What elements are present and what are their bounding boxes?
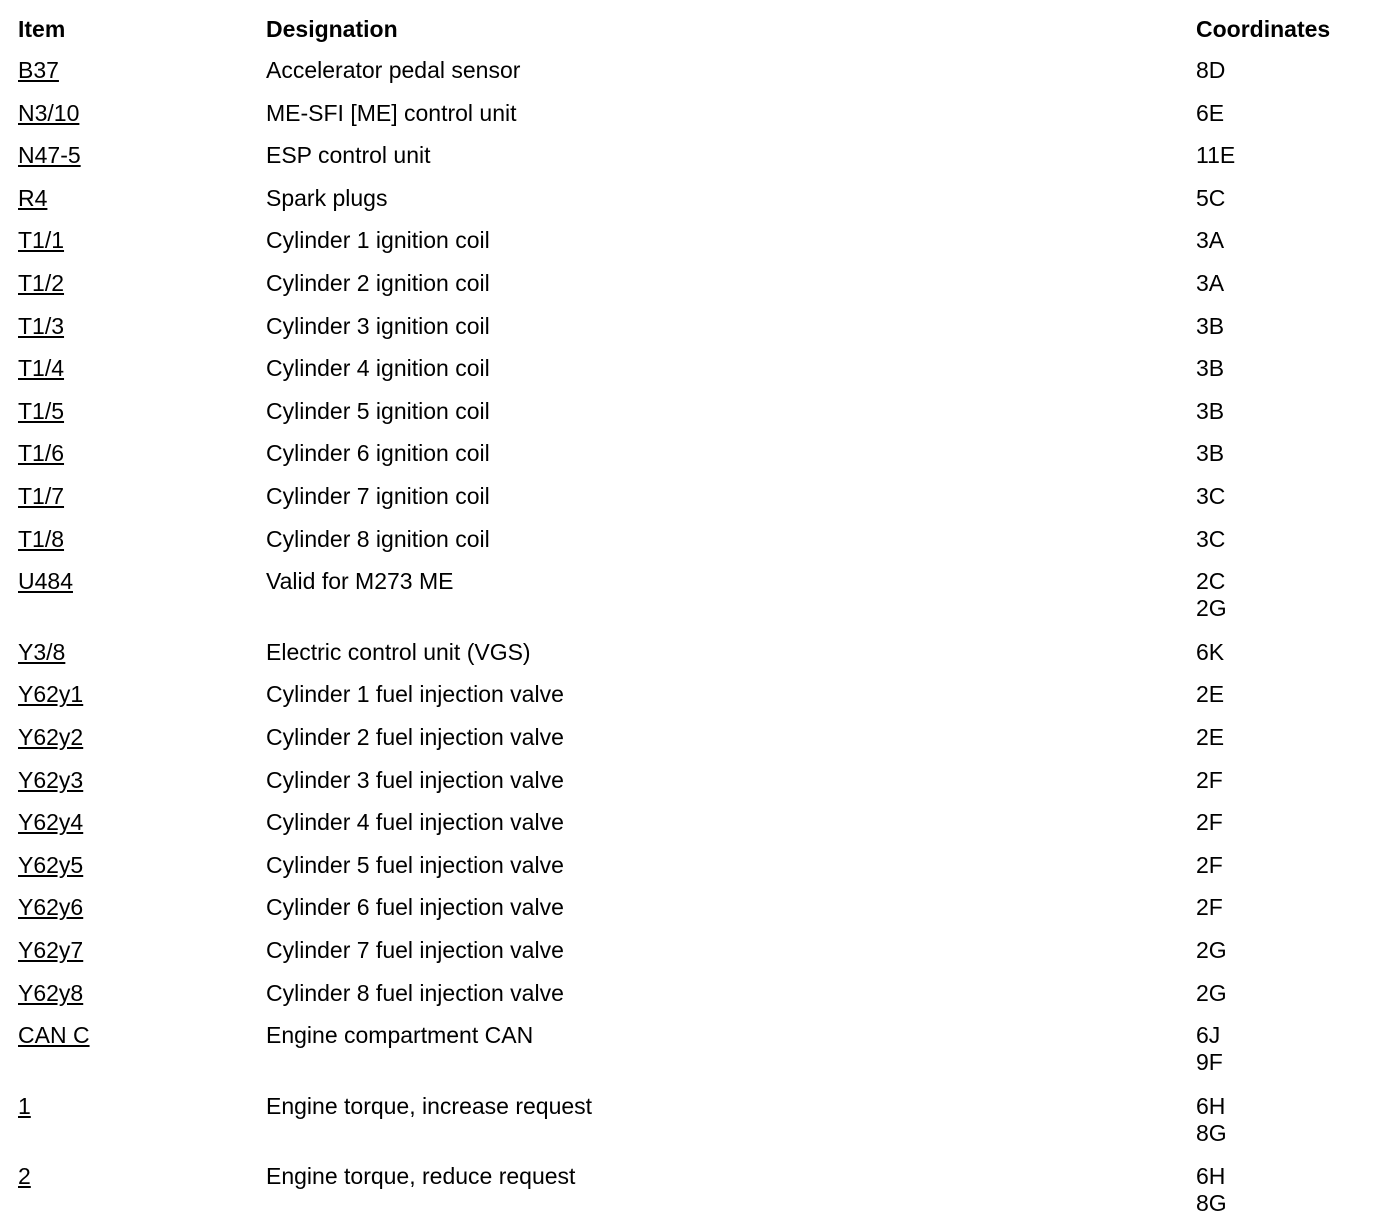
item-cell [18, 270, 64, 297]
coordinates-cell [1196, 440, 1224, 467]
coordinates-cell [1196, 1093, 1227, 1147]
coordinates-cell [1196, 227, 1224, 254]
designation-cell: Cylinder 1 ignition coil [266, 227, 490, 254]
coordinate-value: 11E [1196, 142, 1236, 169]
coordinate-value: 3B [1196, 312, 1225, 339]
item-cell [18, 398, 64, 425]
item-link[interactable]: R4 [18, 184, 48, 211]
item-cell [18, 440, 64, 467]
item-cell [18, 526, 64, 553]
table-header [0, 0, 1376, 42]
coordinate-value: 8G [1196, 1119, 1227, 1146]
coordinate-value: 9F [1196, 1049, 1223, 1076]
coordinate-value: 8G [1196, 1190, 1227, 1217]
designation-cell: Electric control unit (VGS) [266, 638, 531, 665]
coordinates-cell [1196, 313, 1224, 340]
coordinate-value: 6H [1196, 1092, 1226, 1119]
coordinates-cell [1196, 852, 1223, 879]
item-link[interactable]: Y62y7 [18, 937, 84, 963]
coordinate-value: 2G [1196, 595, 1227, 622]
column-header-designation: Designation [266, 16, 398, 42]
designation-cell: Cylinder 8 fuel injection valve [266, 979, 564, 1006]
item-link[interactable]: Y62y5 [18, 851, 84, 878]
column-header-item: Item [18, 16, 66, 42]
item-link[interactable]: Y62y2 [18, 724, 84, 750]
coordinate-value: 2F [1196, 851, 1223, 878]
item-cell [18, 724, 83, 751]
item-link[interactable]: N47-5 [18, 142, 81, 169]
item-cell [18, 483, 64, 510]
item-link[interactable]: Y62y6 [18, 894, 84, 921]
item-cell [18, 852, 83, 879]
coordinates-cell [1196, 57, 1225, 84]
item-link[interactable]: T1/5 [18, 397, 65, 424]
coordinate-value: 3B [1196, 440, 1225, 467]
column-header-coordinates: Coordinates [1196, 16, 1331, 42]
designation-cell: Cylinder 4 ignition coil [266, 355, 490, 382]
coordinate-value: 3B [1196, 355, 1225, 382]
coordinate-value: 6J [1196, 1022, 1221, 1049]
coordinates-cell [1196, 568, 1227, 622]
coordinate-value: 3C [1196, 483, 1226, 509]
coordinates-cell [1196, 1163, 1227, 1217]
coordinates-cell [1196, 526, 1225, 553]
item-link[interactable]: N3/10 [18, 99, 80, 126]
designation-cell: Cylinder 6 ignition coil [266, 440, 490, 467]
coordinate-value: 6K [1196, 638, 1225, 665]
coordinate-value: 5C [1196, 184, 1226, 211]
item-link[interactable]: T1/3 [18, 312, 65, 339]
designation-cell: Cylinder 6 fuel injection valve [266, 894, 564, 921]
coordinate-value: 2G [1196, 979, 1227, 1006]
coordinate-value: 3C [1196, 525, 1226, 552]
item-link[interactable]: U484 [18, 568, 73, 595]
item-link[interactable]: CAN C [18, 1022, 90, 1049]
coordinate-value: 8D [1196, 57, 1226, 83]
item-link[interactable]: 1 [18, 1092, 31, 1119]
item-cell [18, 767, 83, 794]
item-link[interactable]: B37 [18, 57, 59, 83]
item-cell [18, 681, 83, 708]
item-link[interactable]: Y62y4 [18, 809, 84, 836]
coordinates-cell [1196, 980, 1227, 1007]
coordinates-cell [1196, 483, 1225, 510]
item-cell [18, 894, 83, 921]
coordinate-value: 2F [1196, 894, 1223, 921]
item-link[interactable]: T1/6 [18, 440, 65, 467]
item-cell [18, 313, 64, 340]
item-link[interactable]: Y3/8 [18, 638, 66, 665]
coordinate-value: 2E [1196, 681, 1225, 708]
coordinate-value: 2E [1196, 724, 1225, 750]
item-link[interactable]: T1/4 [18, 355, 65, 382]
designation-cell: Cylinder 7 fuel injection valve [266, 937, 564, 963]
designation-cell: Cylinder 8 ignition coil [266, 525, 490, 552]
item-cell [18, 1093, 31, 1120]
coordinates-cell [1196, 142, 1235, 169]
coordinates-cell [1196, 398, 1224, 425]
item-cell [18, 568, 73, 595]
coordinates-cell [1196, 270, 1224, 297]
coordinates-cell [1196, 185, 1225, 212]
designation-cell: Engine compartment CAN [266, 1022, 534, 1049]
item-link[interactable]: Y62y3 [18, 766, 84, 793]
designation-cell: Accelerator pedal sensor [266, 57, 521, 83]
item-link[interactable]: T1/2 [18, 270, 65, 296]
designation-cell: Cylinder 7 ignition coil [266, 483, 490, 509]
coordinates-cell [1196, 767, 1223, 794]
item-cell [18, 100, 79, 127]
coordinate-value: 6H [1196, 1163, 1226, 1190]
item-cell [18, 57, 59, 84]
item-link[interactable]: T1/7 [18, 483, 65, 509]
coordinate-value: 3A [1196, 270, 1225, 296]
item-cell [18, 980, 83, 1007]
coordinate-value: 3B [1196, 397, 1225, 424]
coordinate-value: 2F [1196, 809, 1223, 836]
designation-cell: ME-SFI [ME] control unit [266, 99, 517, 126]
designation-cell: Cylinder 3 fuel injection valve [266, 766, 564, 793]
coordinate-value: 3A [1196, 227, 1225, 254]
designation-cell: Cylinder 4 fuel injection valve [266, 809, 564, 836]
coordinate-value: 2G [1196, 937, 1227, 963]
item-link[interactable]: Y62y8 [18, 979, 84, 1006]
item-cell [18, 1022, 90, 1049]
coordinates-cell [1196, 809, 1223, 836]
coordinates-cell [1196, 894, 1223, 921]
designation-cell: Cylinder 5 fuel injection valve [266, 851, 564, 878]
designation-cell: Engine torque, reduce request [266, 1163, 576, 1190]
designation-cell: ESP control unit [266, 142, 431, 169]
coordinate-value: 2F [1196, 766, 1223, 793]
item-cell [18, 355, 64, 382]
designation-cell: Engine torque, increase request [266, 1092, 593, 1119]
coordinates-cell [1196, 724, 1224, 751]
designation-cell: Cylinder 2 fuel injection valve [266, 724, 564, 750]
item-cell [18, 809, 83, 836]
coordinate-value: 6E [1196, 99, 1225, 126]
coordinates-cell [1196, 100, 1224, 127]
designation-cell: Spark plugs [266, 184, 388, 211]
designation-cell: Cylinder 2 ignition coil [266, 270, 490, 296]
coordinates-cell [1196, 639, 1224, 666]
item-cell [18, 639, 65, 666]
item-cell [18, 185, 47, 212]
coordinates-cell [1196, 937, 1227, 964]
designation-cell: Valid for M273 ME [266, 568, 454, 595]
item-cell [18, 1163, 31, 1190]
item-cell [18, 142, 81, 169]
item-link[interactable]: 2 [18, 1163, 31, 1190]
coordinates-cell [1196, 1022, 1223, 1076]
designation-cell: Cylinder 3 ignition coil [266, 312, 490, 339]
coordinates-cell [1196, 681, 1224, 708]
designation-cell: Cylinder 1 fuel injection valve [266, 681, 564, 708]
item-link[interactable]: T1/8 [18, 525, 65, 552]
coordinates-cell [1196, 355, 1224, 382]
coordinate-value: 2C [1196, 568, 1226, 595]
item-link[interactable]: T1/1 [18, 227, 65, 254]
designation-cell: Cylinder 5 ignition coil [266, 397, 490, 424]
item-cell [18, 227, 64, 254]
item-link[interactable]: Y62y1 [18, 681, 84, 708]
item-cell [18, 937, 83, 964]
